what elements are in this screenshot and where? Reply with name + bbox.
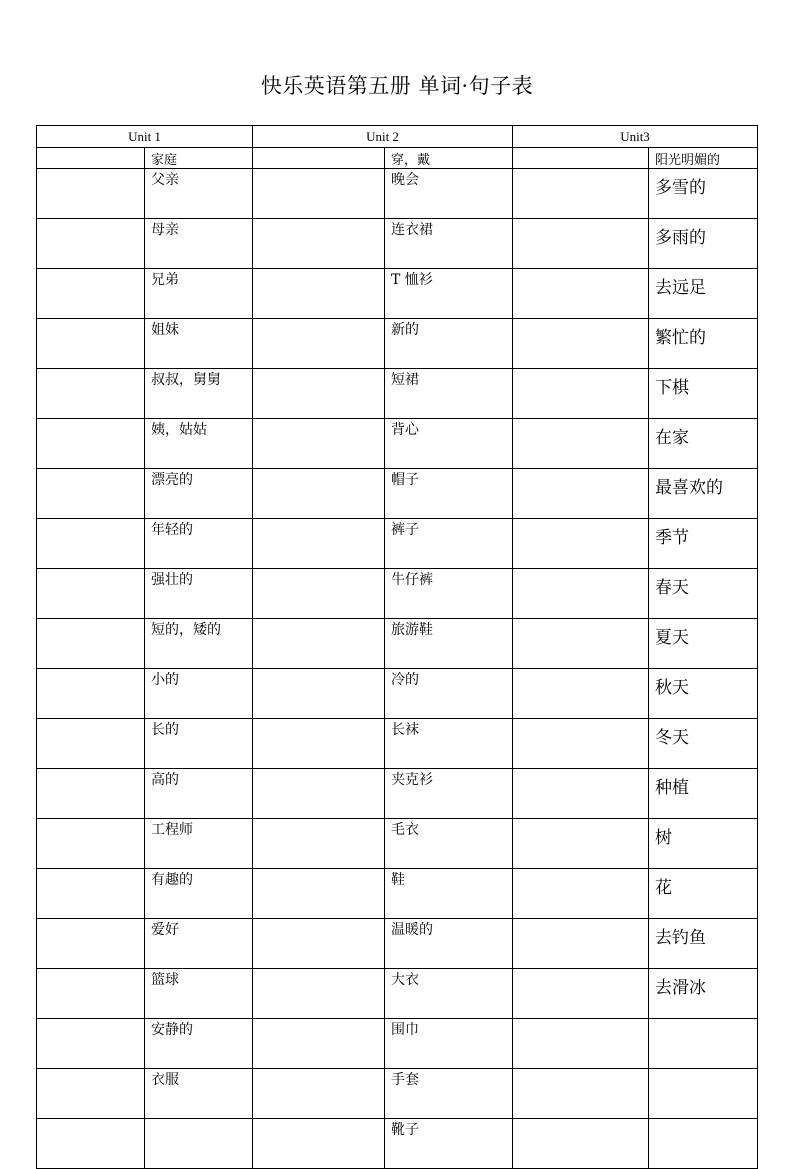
blank-cell	[513, 169, 649, 219]
unit2-word: 新的	[385, 319, 513, 369]
table-row	[37, 169, 758, 219]
blank-cell	[253, 1069, 385, 1119]
blank-cell	[513, 869, 649, 919]
blank-cell	[253, 769, 385, 819]
blank-cell	[37, 919, 145, 969]
blank-cell	[513, 719, 649, 769]
blank-cell	[253, 669, 385, 719]
blank-cell	[513, 519, 649, 569]
blank-cell	[513, 319, 649, 369]
blank-cell	[513, 419, 649, 469]
unit2-word: 长袜	[385, 719, 513, 769]
unit3-word: 多雪的	[649, 169, 758, 219]
blank-cell	[37, 1069, 145, 1119]
blank-cell	[253, 169, 385, 219]
unit2-category: 穿，戴	[385, 148, 513, 169]
table-row	[37, 619, 758, 669]
table-row	[37, 569, 758, 619]
unit1-word: 篮球	[145, 969, 253, 1019]
unit3-word: 去滑冰	[649, 969, 758, 1019]
blank-cell	[37, 719, 145, 769]
unit3-word: 最喜欢的	[649, 469, 758, 519]
table-row	[37, 1069, 758, 1119]
unit3-word: 繁忙的	[649, 319, 758, 369]
unit3-word: 季节	[649, 519, 758, 569]
blank-cell	[37, 219, 145, 269]
blank-cell	[253, 1019, 385, 1069]
table-row	[37, 819, 758, 869]
blank-cell	[37, 669, 145, 719]
table-row	[37, 369, 758, 419]
blank-cell	[37, 769, 145, 819]
table-row	[37, 769, 758, 819]
blank-cell	[253, 969, 385, 1019]
unit1-word: 衣服	[145, 1069, 253, 1119]
blank-cell	[253, 469, 385, 519]
blank-cell	[513, 148, 649, 169]
blank-cell	[253, 219, 385, 269]
blank-cell	[37, 1019, 145, 1069]
blank-cell	[37, 319, 145, 369]
unit2-word: 旅游鞋	[385, 619, 513, 669]
table-row	[37, 669, 758, 719]
blank-cell	[253, 819, 385, 869]
blank-cell	[253, 369, 385, 419]
unit2-word: 冷的	[385, 669, 513, 719]
blank-cell	[513, 1019, 649, 1069]
table-row	[37, 719, 758, 769]
table-row	[37, 519, 758, 569]
table-row	[37, 919, 758, 969]
unit3-word	[649, 1019, 758, 1069]
unit2-word: 鞋	[385, 869, 513, 919]
unit3-word: 种植	[649, 769, 758, 819]
blank-cell	[253, 1119, 385, 1169]
unit2-word: 裤子	[385, 519, 513, 569]
table-row	[37, 1019, 758, 1069]
blank-cell	[37, 148, 145, 169]
unit3-word: 花	[649, 869, 758, 919]
table-row	[37, 219, 758, 269]
blank-cell	[37, 569, 145, 619]
unit3-word: 下棋	[649, 369, 758, 419]
unit1-word: 年轻的	[145, 519, 253, 569]
unit1-word: 工程师	[145, 819, 253, 869]
blank-cell	[513, 569, 649, 619]
table-row	[37, 319, 758, 369]
unit3-word: 冬天	[649, 719, 758, 769]
unit2-word: 手套	[385, 1069, 513, 1119]
unit3-word: 去钓鱼	[649, 919, 758, 969]
table-row	[37, 419, 758, 469]
blank-cell	[37, 619, 145, 669]
blank-cell	[513, 819, 649, 869]
page-title: 快乐英语第五册 单词·句子表	[260, 74, 534, 98]
blank-cell	[253, 519, 385, 569]
blank-cell	[513, 919, 649, 969]
unit3-word: 在家	[649, 419, 758, 469]
unit3-word	[649, 1069, 758, 1119]
blank-cell	[37, 869, 145, 919]
unit1-word: 强壮的	[145, 569, 253, 619]
blank-cell	[37, 969, 145, 1019]
unit2-word: 靴子	[385, 1119, 513, 1169]
blank-cell	[253, 869, 385, 919]
unit2-word: 短裙	[385, 369, 513, 419]
unit2-word: 温暖的	[385, 919, 513, 969]
blank-cell	[513, 269, 649, 319]
blank-cell	[513, 619, 649, 669]
blank-cell	[513, 469, 649, 519]
unit1-header: Unit 1	[37, 126, 253, 148]
unit1-word	[145, 1119, 253, 1169]
blank-cell	[253, 719, 385, 769]
unit2-word: 大衣	[385, 969, 513, 1019]
table-row	[37, 869, 758, 919]
unit2-word: 连衣裙	[385, 219, 513, 269]
unit3-word: 树	[649, 819, 758, 869]
unit1-word: 母亲	[145, 219, 253, 269]
blank-cell	[37, 1119, 145, 1169]
unit1-word: 爱好	[145, 919, 253, 969]
unit3-word: 多雨的	[649, 219, 758, 269]
unit1-word: 兄弟	[145, 269, 253, 319]
unit1-category: 家庭	[145, 148, 253, 169]
unit1-word: 姐妹	[145, 319, 253, 369]
blank-cell	[513, 1119, 649, 1169]
table-row	[37, 469, 758, 519]
unit2-word: 夹克衫	[385, 769, 513, 819]
blank-cell	[513, 219, 649, 269]
blank-cell	[37, 469, 145, 519]
unit1-word: 短的，矮的	[145, 619, 253, 669]
blank-cell	[37, 269, 145, 319]
blank-cell	[513, 769, 649, 819]
unit1-word: 漂亮的	[145, 469, 253, 519]
table-row	[37, 269, 758, 319]
unit1-word: 叔叔，舅舅	[145, 369, 253, 419]
unit1-word: 有趣的	[145, 869, 253, 919]
unit3-word: 秋天	[649, 669, 758, 719]
unit1-word: 高的	[145, 769, 253, 819]
category-row	[37, 148, 758, 169]
unit3-category: 阳光明媚的	[649, 148, 758, 169]
unit3-word: 春天	[649, 569, 758, 619]
unit2-word: 牛仔裤	[385, 569, 513, 619]
unit3-header: Unit3	[513, 126, 758, 148]
unit2-word: 帽子	[385, 469, 513, 519]
blank-cell	[513, 1069, 649, 1119]
table-row	[37, 1119, 758, 1169]
unit3-word	[649, 1119, 758, 1169]
unit-header-row	[37, 126, 758, 148]
unit2-word: 晚会	[385, 169, 513, 219]
unit1-word: 父亲	[145, 169, 253, 219]
blank-cell	[37, 519, 145, 569]
blank-cell	[513, 669, 649, 719]
blank-cell	[253, 619, 385, 669]
unit1-word: 安静的	[145, 1019, 253, 1069]
unit2-word: 围巾	[385, 1019, 513, 1069]
table-row	[37, 969, 758, 1019]
blank-cell	[253, 419, 385, 469]
blank-cell	[37, 369, 145, 419]
blank-cell	[37, 169, 145, 219]
unit2-header: Unit 2	[253, 126, 513, 148]
unit1-word: 长的	[145, 719, 253, 769]
unit1-word: 姨，姑姑	[145, 419, 253, 469]
blank-cell	[513, 369, 649, 419]
unit2-word: 毛衣	[385, 819, 513, 869]
blank-cell	[513, 969, 649, 1019]
blank-cell	[253, 319, 385, 369]
unit3-word: 去远足	[649, 269, 758, 319]
blank-cell	[253, 919, 385, 969]
unit3-word: 夏天	[649, 619, 758, 669]
blank-cell	[253, 569, 385, 619]
vocabulary-table	[36, 125, 758, 1169]
unit1-word: 小的	[145, 669, 253, 719]
blank-cell	[253, 148, 385, 169]
blank-cell	[37, 419, 145, 469]
blank-cell	[253, 269, 385, 319]
unit2-word: 背心	[385, 419, 513, 469]
unit2-word: T 恤衫	[385, 269, 513, 319]
blank-cell	[37, 819, 145, 869]
